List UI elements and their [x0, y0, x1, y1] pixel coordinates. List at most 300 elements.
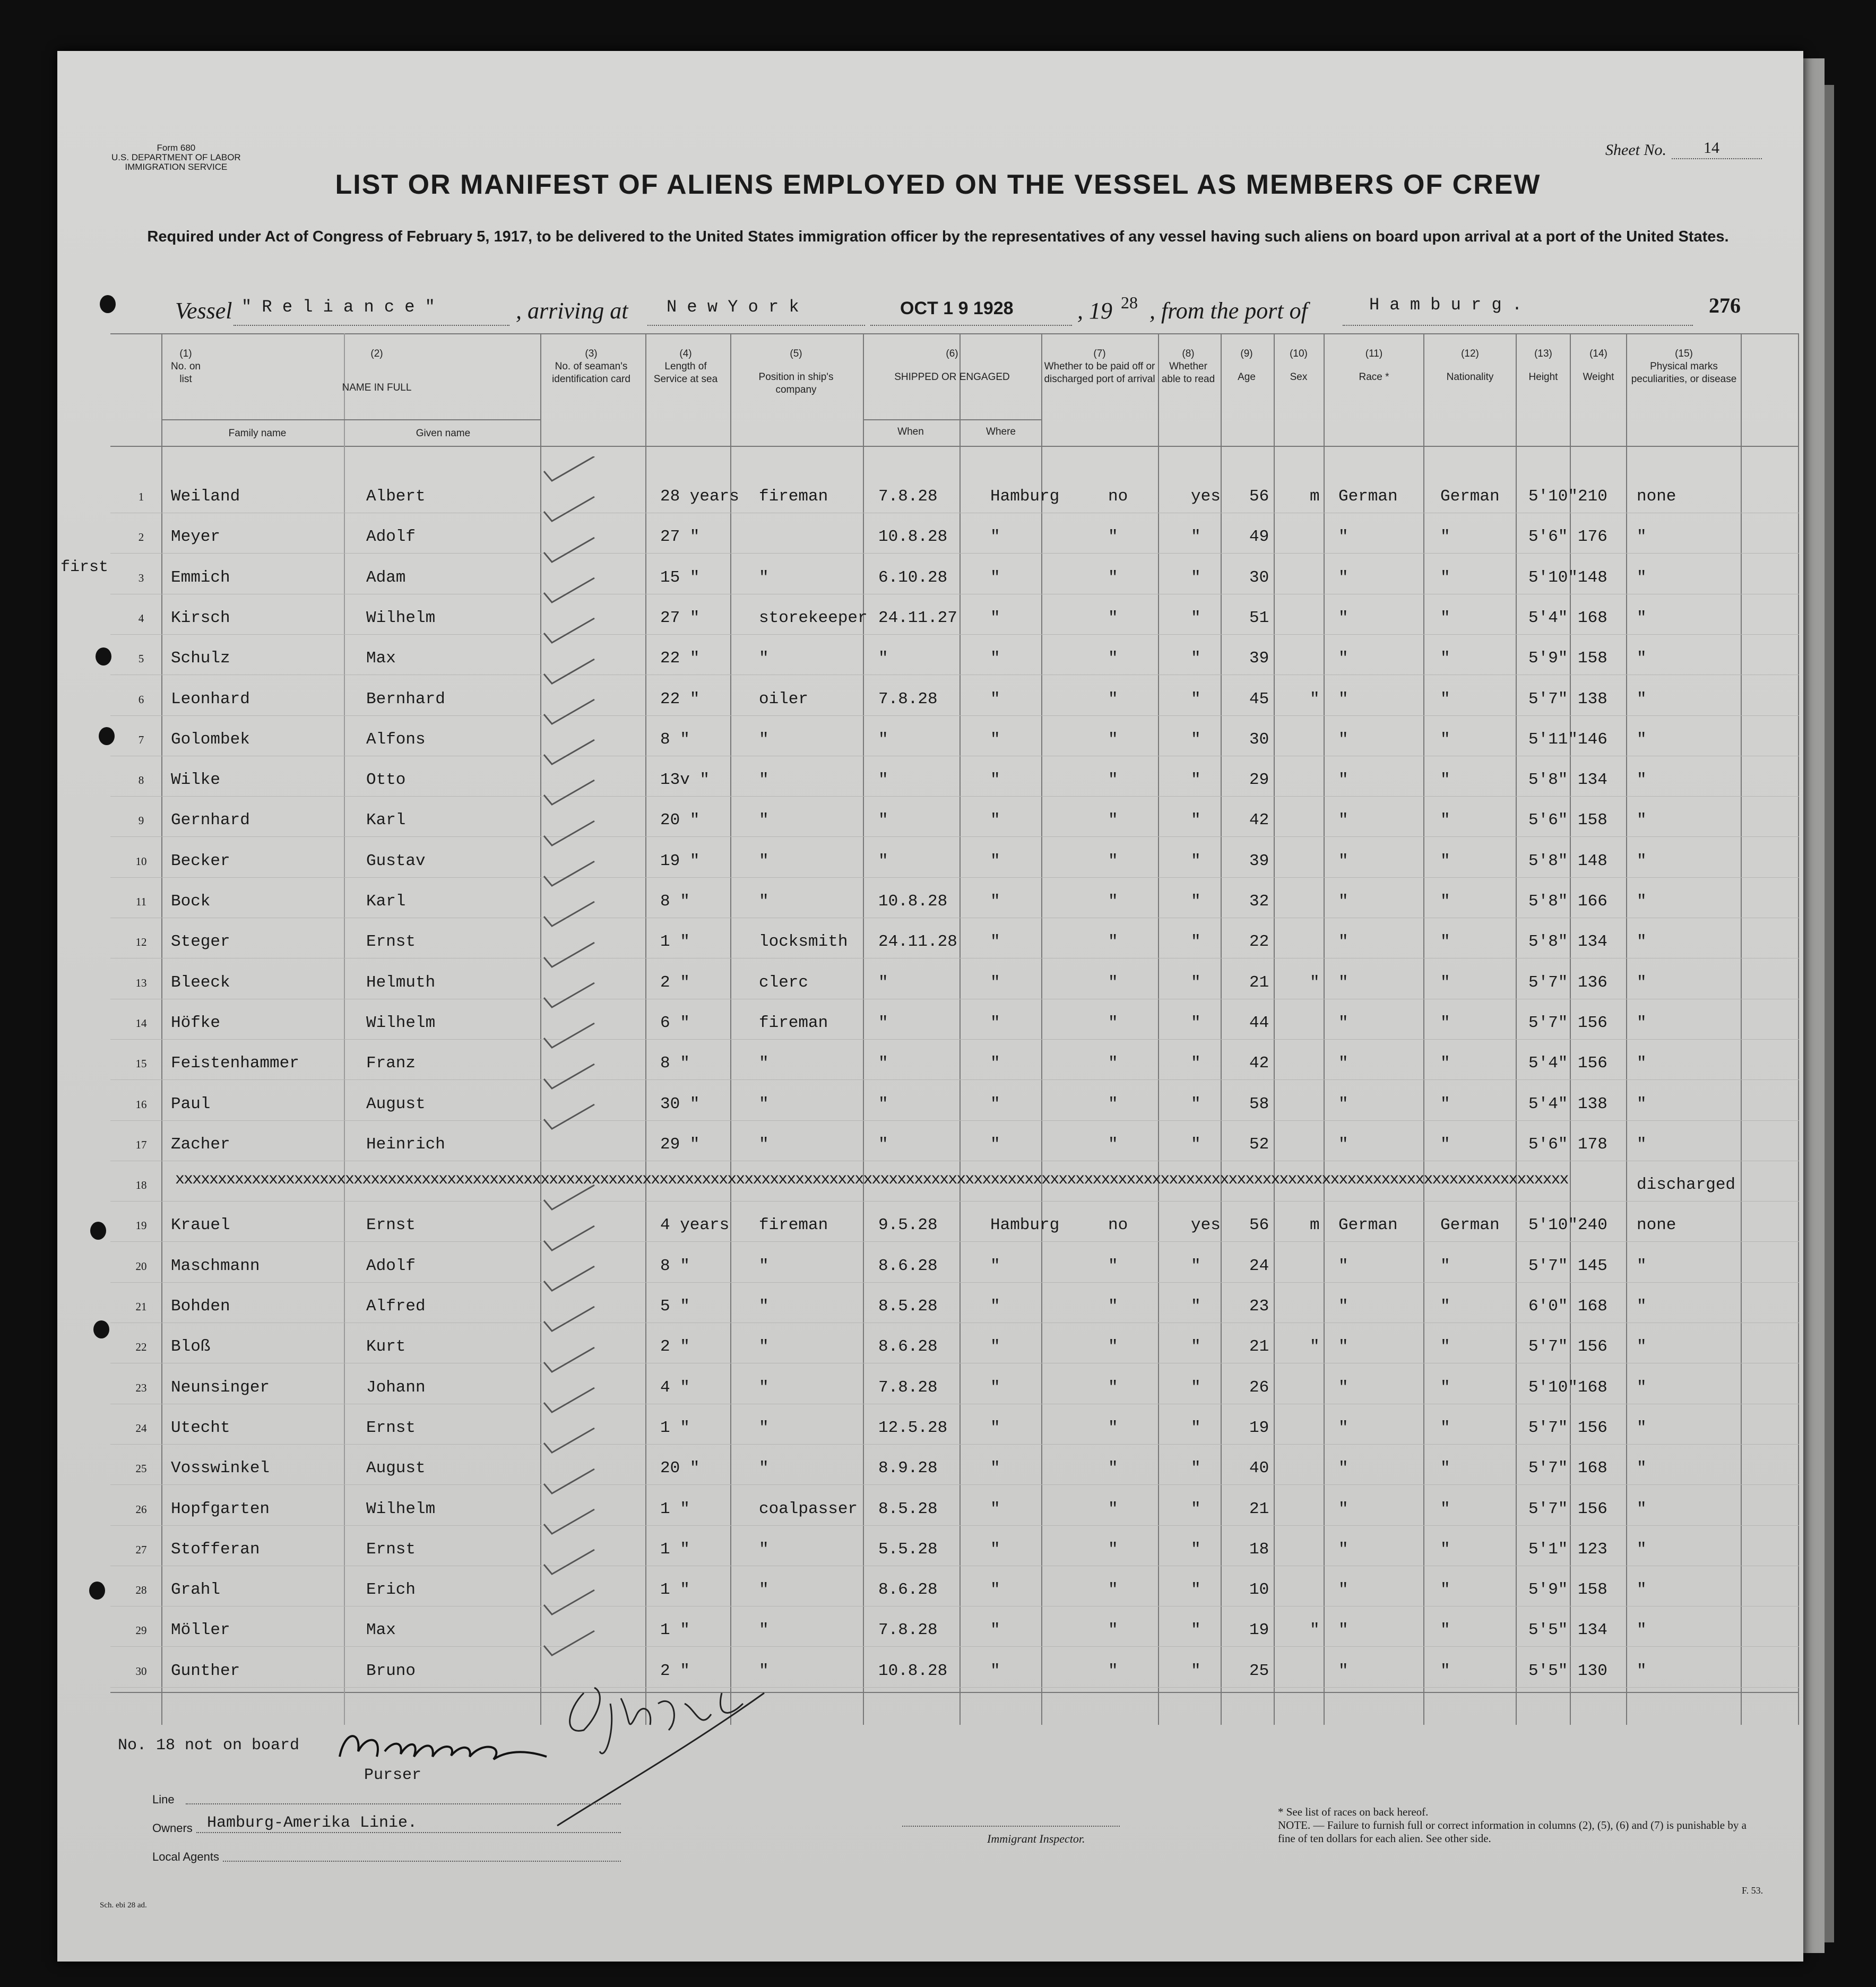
cell-age: 45: [1249, 690, 1269, 709]
cell-position: ": [759, 1378, 769, 1397]
cell-read: ": [1191, 528, 1201, 546]
row-number: 2: [138, 531, 144, 543]
row-number: 5: [138, 652, 144, 665]
cell-race: ": [1338, 1662, 1348, 1680]
row-number: 8: [138, 774, 144, 787]
cell-read: ": [1191, 1135, 1201, 1154]
checkmark: [544, 740, 594, 764]
cell-marks: ": [1637, 892, 1647, 911]
cell-paid: ": [1108, 1054, 1118, 1073]
cell-service: 22 ": [660, 649, 700, 668]
cell-read: ": [1191, 892, 1201, 911]
cell-read: ": [1191, 1419, 1201, 1437]
cell-read: ": [1191, 1337, 1201, 1356]
cell-position: ": [759, 568, 769, 587]
cell-family: Bock: [171, 892, 211, 911]
footnote: * See list of races on back hereof. NOTE. — Failure to furnish full or correct information in columns (2), (5), (6) and (7) is punishable by a fine of ten dollars for each alien. See other side.: [1278, 1805, 1747, 1845]
cell-nat: ": [1440, 1662, 1450, 1680]
cell-family: Feistenhammer: [171, 1054, 299, 1073]
cell-nat: ": [1440, 932, 1450, 951]
cell-position: ": [759, 1459, 769, 1478]
checkmark: [544, 1388, 594, 1412]
row-rule: [110, 553, 1799, 554]
cell-age: 51: [1249, 609, 1269, 627]
page-title: LIST OR MANIFEST OF ALIENS EMPLOYED ON THE VESSEL AS MEMBERS OF CREW: [335, 169, 1541, 200]
cell-family: Hopfgarten: [171, 1500, 270, 1518]
cell-read: ": [1191, 1500, 1201, 1518]
vessel-label: Vessel: [175, 298, 232, 324]
cell-service: 1 ": [660, 1580, 690, 1599]
cell-read: ": [1191, 690, 1201, 709]
row-number: 24: [135, 1422, 147, 1435]
cell-age: 44: [1249, 1014, 1269, 1032]
cell-marks: none: [1637, 487, 1676, 506]
checkmark: [544, 1104, 594, 1129]
cell-race: ": [1338, 811, 1348, 830]
cell-hw: 5'5" 134: [1528, 1621, 1607, 1639]
cell-age: 39: [1249, 852, 1269, 870]
cell-when: ": [878, 730, 888, 749]
cell-hw: 5'11"146: [1528, 730, 1607, 749]
cell-race: ": [1338, 1054, 1348, 1073]
cell-given: Wilhelm: [366, 1014, 436, 1032]
row-number: 15: [135, 1057, 147, 1070]
checkmark: [544, 1226, 594, 1250]
page-edge-shadow: [1825, 85, 1834, 1942]
cell-paid: no: [1108, 1216, 1128, 1234]
cell-given: Karl: [366, 811, 406, 830]
cell-paid: ": [1108, 811, 1118, 830]
line-label: Line: [152, 1793, 175, 1806]
cell-hw: 5'5" 130: [1528, 1662, 1607, 1680]
cell-paid: ": [1108, 1337, 1118, 1356]
cell-where: Hamburg: [990, 1216, 1060, 1234]
cell-paid: ": [1108, 730, 1118, 749]
cell-nat: ": [1440, 1621, 1450, 1639]
cell-race: ": [1338, 609, 1348, 627]
cell-marks: ": [1637, 1580, 1647, 1599]
cell-read: ": [1191, 1662, 1201, 1680]
page-subtitle: Required under Act of Congress of February 5, 1917, to be delivered to the United States immigration officer by the representatives of any vessel having such aliens on board upon arrival at a port of the United States.: [147, 228, 1729, 245]
cell-given: Erich: [366, 1580, 416, 1599]
cell-marks: ": [1637, 1662, 1647, 1680]
col-11-header: (11) Race *: [1359, 348, 1389, 383]
cell-read: ": [1191, 852, 1201, 870]
cell-service: 2 ": [660, 1662, 690, 1680]
from-label: , from the port of: [1149, 298, 1308, 324]
cell-age: 56: [1249, 487, 1269, 506]
cell-race: ": [1338, 771, 1348, 789]
cell-family: Leonhard: [171, 690, 250, 709]
cell-nat: ": [1440, 1540, 1450, 1559]
cell-where: ": [990, 1500, 1000, 1518]
cell-hw: 5'7" 156: [1528, 1337, 1607, 1356]
cell-sex: ": [1310, 1621, 1320, 1639]
cell-when: ": [878, 852, 888, 870]
cell-age: 21: [1249, 1500, 1269, 1518]
row-number: 22: [135, 1341, 147, 1353]
cell-family: Paul: [171, 1095, 211, 1113]
purser-signature: [334, 1720, 557, 1773]
cell-service: 27 ": [660, 609, 700, 627]
cell-hw: 5'8" 134: [1528, 932, 1607, 951]
margin-note: first: [60, 558, 109, 576]
cell-age: 19: [1249, 1621, 1269, 1639]
cell-hw: 5'7" 156: [1528, 1014, 1607, 1032]
cell-race: ": [1338, 690, 1348, 709]
cell-service: 6 ": [660, 1014, 690, 1032]
cell-hw: 5'7" 145: [1528, 1257, 1607, 1275]
cell-age: 42: [1249, 811, 1269, 830]
cell-service: 5 ": [660, 1297, 690, 1316]
cell-hw: 6'0" 168: [1528, 1297, 1607, 1316]
col-2-family-header: Family name: [228, 428, 287, 439]
cell-when: 8.6.28: [878, 1257, 938, 1275]
cell-where: ": [990, 932, 1000, 951]
cell-given: Ernst: [366, 1540, 416, 1559]
cell-read: ": [1191, 811, 1201, 830]
col-7-header: (7) Whether to be paid off or discharged port of arrival: [1044, 348, 1155, 385]
checkmark: [544, 1550, 594, 1574]
cell-marks: discharged: [1637, 1176, 1736, 1194]
cell-race: ": [1338, 1419, 1348, 1437]
cell-age: 40: [1249, 1459, 1269, 1478]
checkmark: [544, 1064, 594, 1088]
cell-paid: ": [1108, 690, 1118, 709]
cell-where: ": [990, 730, 1000, 749]
cell-when: 24.11.27: [878, 609, 957, 627]
row-number: 21: [135, 1300, 147, 1313]
cell-sex: ": [1310, 1337, 1320, 1356]
cell-service: 4 years: [660, 1216, 730, 1234]
col-6-where-header: Where: [986, 426, 1016, 437]
cell-nat: German: [1440, 1216, 1500, 1234]
cell-where: ": [990, 1337, 1000, 1356]
cell-given: Albert: [366, 487, 426, 506]
cell-marks: ": [1637, 1014, 1647, 1032]
row-number: 25: [135, 1462, 147, 1475]
cell-age: 18: [1249, 1540, 1269, 1559]
cell-marks: ": [1637, 528, 1647, 546]
cell-race: ": [1338, 1378, 1348, 1397]
cell-when: ": [878, 811, 888, 830]
checkmark: [544, 1023, 594, 1048]
row-rule: [110, 877, 1799, 878]
cell-marks: ": [1637, 1135, 1647, 1154]
row-number: 7: [138, 733, 144, 746]
cell-family: Weiland: [171, 487, 240, 506]
local-agents-label: Local Agents: [152, 1850, 219, 1863]
cell-service: 29 ": [660, 1135, 700, 1154]
cell-hw: 5'8" 134: [1528, 771, 1607, 789]
cell-read: ": [1191, 609, 1201, 627]
cell-position: ": [759, 1054, 769, 1073]
cell-where: ": [990, 690, 1000, 709]
punch-hole: [90, 1222, 106, 1240]
cell-family: Becker: [171, 852, 230, 870]
col-14-header: (14) Weight: [1583, 348, 1614, 383]
cell-family: Bohden: [171, 1297, 230, 1316]
cell-paid: ": [1108, 1580, 1118, 1599]
cell-age: 30: [1249, 730, 1269, 749]
cell-where: ": [990, 609, 1000, 627]
cell-service: 20 ": [660, 1459, 700, 1478]
form-id: [111, 143, 241, 172]
cell-marks: ": [1637, 1095, 1647, 1113]
cell-hw: 5'4" 156: [1528, 1054, 1607, 1073]
row-rule: [110, 1646, 1799, 1647]
cell-family: Krauel: [171, 1216, 230, 1234]
cell-family: Meyer: [171, 528, 221, 546]
cell-hw: 5'7" 138: [1528, 690, 1607, 709]
cell-race: German: [1338, 1216, 1398, 1234]
cell-nat: ": [1440, 892, 1450, 911]
cell-where: ": [990, 1540, 1000, 1559]
cell-when: 8.9.28: [878, 1459, 938, 1478]
cell-service: 28 years: [660, 487, 739, 506]
not-on-board-note: No. 18 not on board: [118, 1737, 300, 1755]
cell-marks: ": [1637, 690, 1647, 709]
cell-when: ": [878, 1014, 888, 1032]
cell-service: 4 ": [660, 1378, 690, 1397]
cell-given: Wilhelm: [366, 1500, 436, 1518]
cell-when: 7.8.28: [878, 1621, 938, 1639]
sheet-number: 14: [1704, 139, 1719, 157]
cell-nat: ": [1440, 1014, 1450, 1032]
cell-service: 27 ": [660, 528, 700, 546]
cell-when: ": [878, 771, 888, 789]
cell-hw: 5'7" 156: [1528, 1419, 1607, 1437]
cell-race: ": [1338, 973, 1348, 992]
cell-position: ": [759, 892, 769, 911]
cell-where: ": [990, 1135, 1000, 1154]
cell-hw: 5'7" 156: [1528, 1500, 1607, 1518]
row-number: 9: [138, 814, 144, 827]
col-12-header: (12) Nationality: [1446, 348, 1494, 383]
cell-service: 1 ": [660, 1500, 690, 1518]
checkmark: [544, 1631, 594, 1655]
cell-nat: ": [1440, 852, 1450, 870]
cell-when: 7.8.28: [878, 487, 938, 506]
checkmark: [544, 861, 594, 886]
cell-given: Max: [366, 649, 396, 668]
cell-given: Alfred: [366, 1297, 426, 1316]
cell-position: ": [759, 1540, 769, 1559]
cell-race: ": [1338, 528, 1348, 546]
cell-given: Alfons: [366, 730, 426, 749]
cell-read: ": [1191, 568, 1201, 587]
cell-service: 22 ": [660, 690, 700, 709]
cell-when: 9.5.28: [878, 1216, 938, 1234]
cell-nat: ": [1440, 1500, 1450, 1518]
cell-nat: ": [1440, 1378, 1450, 1397]
cell-position: ": [759, 1580, 769, 1599]
checkmark: [544, 780, 594, 805]
row-number: 17: [135, 1138, 147, 1151]
checkmark: [544, 1469, 594, 1493]
cell-given: Ernst: [366, 1216, 416, 1234]
cell-where: ": [990, 771, 1000, 789]
cell-marks: ": [1637, 771, 1647, 789]
cell-position: ": [759, 771, 769, 789]
cell-position: locksmith: [759, 932, 848, 951]
checkmark: [544, 1428, 594, 1453]
cell-paid: ": [1108, 1014, 1118, 1032]
cell-marks: ": [1637, 730, 1647, 749]
cell-race: ": [1338, 1337, 1348, 1356]
col-6-header: (6) SHIPPED OR ENGAGED: [894, 348, 1010, 383]
cell-when: 8.6.28: [878, 1580, 938, 1599]
cell-read: ": [1191, 1621, 1201, 1639]
owners-value: Hamburg-Amerika Linie.: [207, 1814, 418, 1832]
cell-where: ": [990, 1419, 1000, 1437]
col-10-header: (10) Sex: [1290, 348, 1308, 383]
form-f53: F. 53.: [1742, 1885, 1763, 1896]
checkmark: [544, 699, 594, 724]
cell-hw: 5'7" 168: [1528, 1459, 1607, 1478]
checkmark: [544, 618, 594, 643]
row-number: 26: [135, 1503, 147, 1516]
row-rule: [110, 1525, 1799, 1526]
cell-hw: 5'6" 178: [1528, 1135, 1607, 1154]
row-number: 20: [135, 1260, 147, 1273]
cell-paid: ": [1108, 771, 1118, 789]
row-rule: [110, 1484, 1799, 1485]
cell-paid: ": [1108, 1540, 1118, 1559]
cell-paid: ": [1108, 609, 1118, 627]
checkmark: [544, 1307, 594, 1331]
cell-service: 1 ": [660, 1621, 690, 1639]
cell-paid: ": [1108, 973, 1118, 992]
row-number: 16: [135, 1098, 147, 1111]
cell-race: ": [1338, 730, 1348, 749]
cell-paid: ": [1108, 1419, 1118, 1437]
row-rule: [110, 1687, 1799, 1688]
cell-where: ": [990, 1459, 1000, 1478]
cell-race: ": [1338, 1095, 1348, 1113]
inspector-signature: [552, 1672, 785, 1831]
cell-nat: ": [1440, 690, 1450, 709]
cell-where: ": [990, 1054, 1000, 1073]
cell-race: German: [1338, 487, 1398, 506]
cell-given: Adam: [366, 568, 406, 587]
cell-marks: ": [1637, 609, 1647, 627]
cell-paid: ": [1108, 528, 1118, 546]
cell-given: Bruno: [366, 1662, 416, 1680]
col-6-when-header: When: [897, 426, 924, 437]
checkmark: [544, 538, 594, 562]
col-9-header: (9) Age: [1238, 348, 1256, 383]
cell-position: ": [759, 811, 769, 830]
cell-nat: ": [1440, 568, 1450, 587]
cell-marks: ": [1637, 649, 1647, 668]
punch-hole: [93, 1320, 109, 1338]
checkmark: [544, 821, 594, 845]
cell-given: Ernst: [366, 1419, 416, 1437]
row-rule: [110, 836, 1799, 837]
row-rule: [110, 1444, 1799, 1445]
cell-marks: ": [1637, 811, 1647, 830]
cell-marks: ": [1637, 1459, 1647, 1478]
cell-where: ": [990, 1257, 1000, 1275]
purser-label: Purser: [364, 1766, 422, 1784]
checkmark: [544, 983, 594, 1007]
cell-read: ": [1191, 1580, 1201, 1599]
row-number: 4: [138, 612, 144, 625]
cell-marks: ": [1637, 1054, 1647, 1073]
checkmark: [544, 456, 594, 481]
cell-race: ": [1338, 568, 1348, 587]
cell-position: ": [759, 1297, 769, 1316]
cell-read: ": [1191, 973, 1201, 992]
checkmark: [544, 1590, 594, 1614]
cell-age: 19: [1249, 1419, 1269, 1437]
cell-when: ": [878, 1135, 888, 1154]
cell-read: ": [1191, 1459, 1201, 1478]
row-number: 29: [135, 1624, 147, 1637]
cell-given: Gustav: [366, 852, 426, 870]
row-number: 18: [135, 1179, 147, 1191]
cell-family: Stofferan: [171, 1540, 260, 1559]
cell-hw: 5'6" 158: [1528, 811, 1607, 830]
checkmark: [544, 943, 594, 967]
cell-where: ": [990, 568, 1000, 587]
cell-age: 29: [1249, 771, 1269, 789]
row-rule: [110, 1201, 1799, 1202]
row-number: 14: [135, 1017, 147, 1030]
row-number: 28: [135, 1584, 147, 1596]
cell-nat: ": [1440, 1297, 1450, 1316]
cell-paid: ": [1108, 1500, 1118, 1518]
cell-race: ": [1338, 1297, 1348, 1316]
cell-hw: 5'8" 148: [1528, 852, 1607, 870]
cell-race: ": [1338, 892, 1348, 911]
cell-when: 6.10.28: [878, 568, 948, 587]
cell-position: fireman: [759, 1014, 828, 1032]
cell-where: ": [990, 852, 1000, 870]
punch-hole: [100, 295, 116, 313]
cell-hw: 5'8" 166: [1528, 892, 1607, 911]
cell-service: 30 ": [660, 1095, 700, 1113]
cell-sex: ": [1310, 973, 1320, 992]
cell-where: ": [990, 1580, 1000, 1599]
cell-age: 32: [1249, 892, 1269, 911]
cell-family: Wilke: [171, 771, 221, 789]
form-department: U.S. DEPARTMENT OF LABOR: [111, 152, 241, 162]
cell-given: Max: [366, 1621, 396, 1639]
cell-hw: 5'6" 176: [1528, 528, 1607, 546]
cell-nat: ": [1440, 609, 1450, 627]
cell-nat: ": [1440, 811, 1450, 830]
cell-where: Hamburg: [990, 487, 1060, 506]
cell-position: clerc: [759, 973, 809, 992]
cell-nat: German: [1440, 487, 1500, 506]
cell-age: 22: [1249, 932, 1269, 951]
form-number: Form 680: [157, 143, 196, 153]
cell-hw: 5'10"148: [1528, 568, 1607, 587]
cell-family: Utecht: [171, 1419, 230, 1437]
cell-position: fireman: [759, 487, 828, 506]
cell-marks: ": [1637, 1500, 1647, 1518]
cell-marks: ": [1637, 568, 1647, 587]
cell-where: ": [990, 973, 1000, 992]
cell-given: Johann: [366, 1378, 426, 1397]
cell-age: 21: [1249, 1337, 1269, 1356]
cell-age: 52: [1249, 1135, 1269, 1154]
cell-read: ": [1191, 1297, 1201, 1316]
cell-age: 56: [1249, 1216, 1269, 1234]
cell-service: 19 ": [660, 852, 700, 870]
